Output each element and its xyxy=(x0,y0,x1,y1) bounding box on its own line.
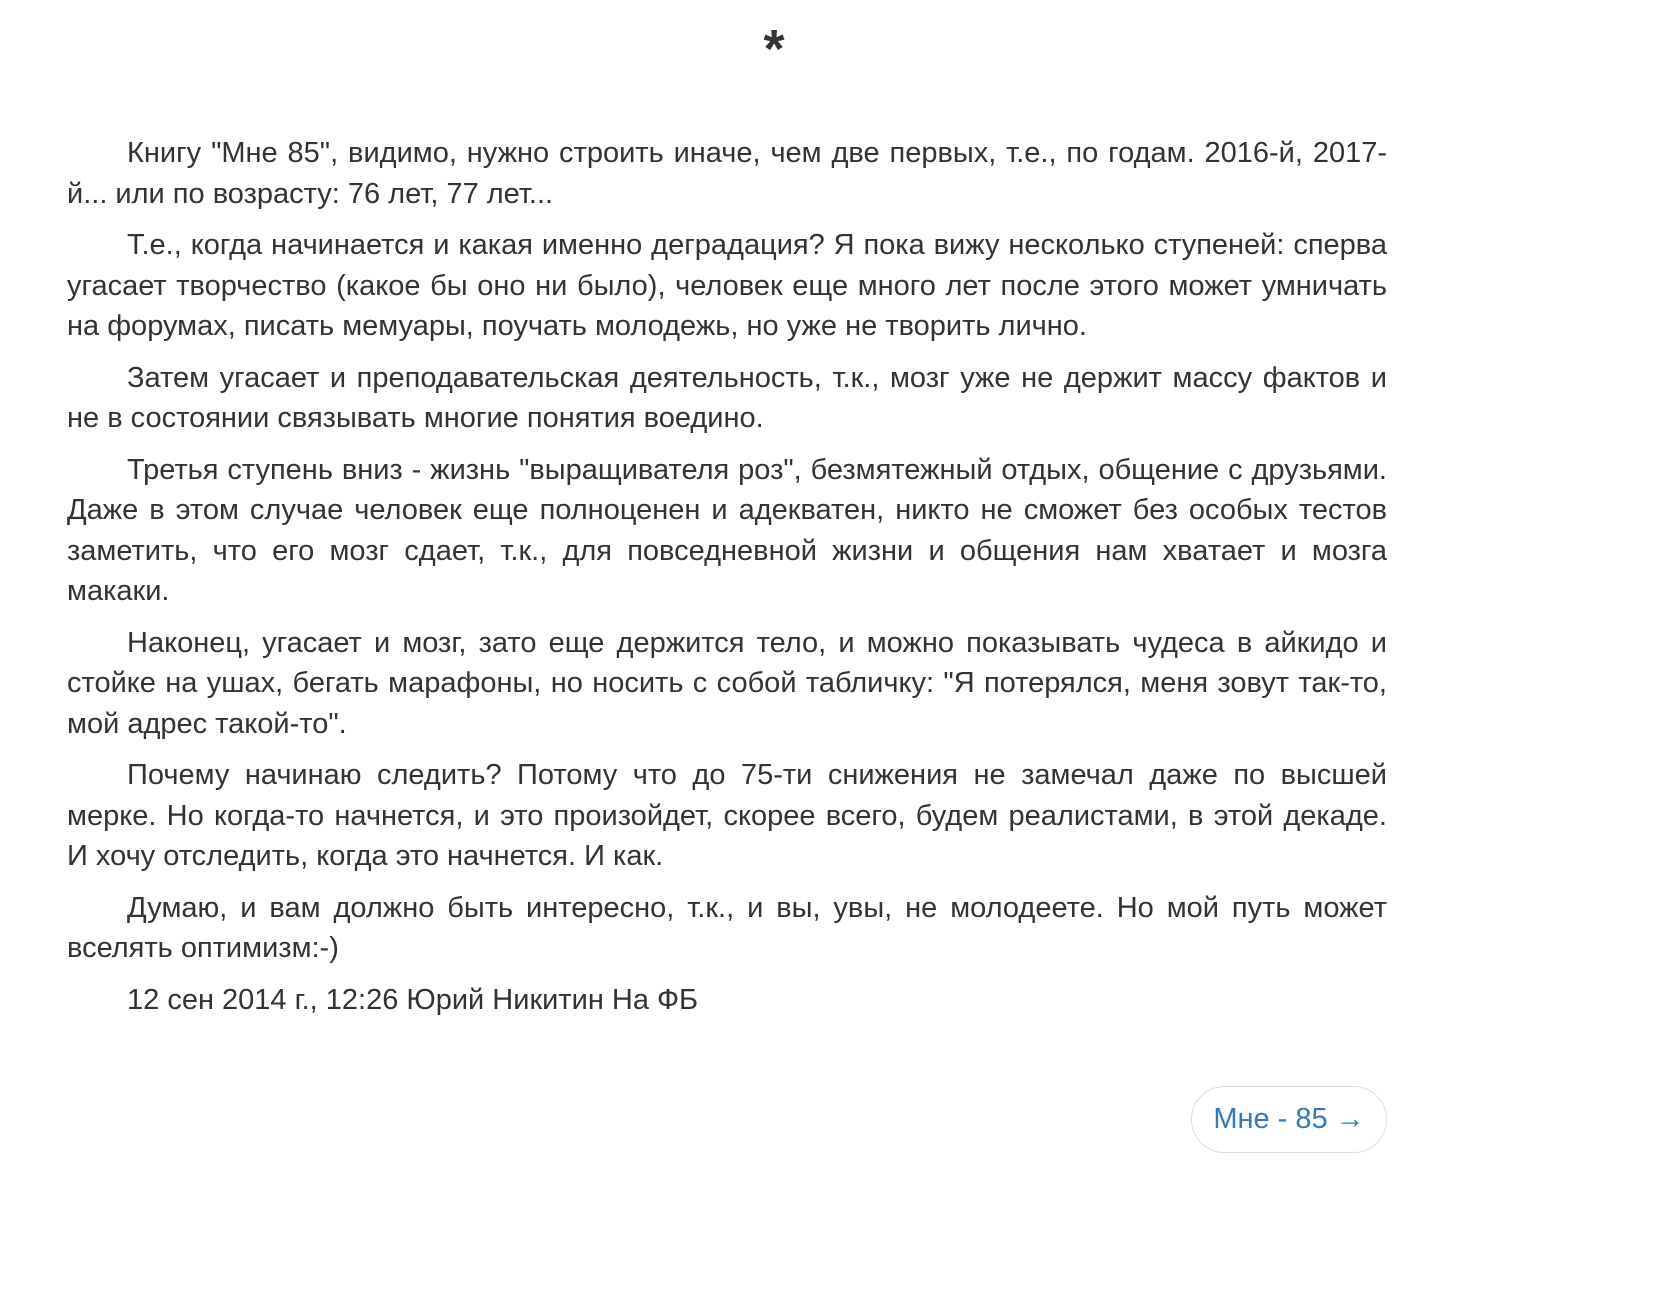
paragraph: Затем угасает и преподавательская деятельность, т.к., мозг уже не держит массу фактов и не в состоянии связывать многие понятия воедино. xyxy=(67,361,1387,434)
paragraph: Книгу "Мне 85", видимо, нужно строить иначе, чем две первых, т.е., по годам. 2016-й, 2017-й... или по возрасту: 76 лет, 77 лет... xyxy=(67,137,1387,210)
paragraph: Третья ступень вниз - жизнь "выращивателя роз", безмятежный отдых, общение с друзьями. Даже в этом случае человек еще полноценен и адекватен, никто не сможет без особых тестов заметить, что его мозг сдает, т.к., для повседневной жизни и общения нам хватает и мозга макаки. xyxy=(67,453,1387,607)
post-signature: 12 сен 2014 г., 12:26 Юрий Никитин На ФБ xyxy=(127,983,699,1016)
paragraph: Т.е., когда начинается и какая именно деградация? Я пока вижу несколько ступеней: сперва угасает творчество (какое бы оно ни было), человек еще много лет после этого может умничать на форумах, писать мемуары, поучать молодежь, но уже не творить лично. xyxy=(67,229,1387,342)
arrow-right-icon: → xyxy=(1335,1103,1365,1135)
paragraph: Наконец, угасает и мозг, зато еще держится тело, и можно показывать чудеса в айкидо и стойке на ушах, бегать марафоны, но носить с собой табличку: "Я потерялся, меня зовут так-то, мой адрес такой-то". xyxy=(67,626,1387,740)
next-page-button[interactable] xyxy=(1191,1086,1387,1153)
article-body xyxy=(67,133,1387,1031)
paragraph: Думаю, и вам должно быть интересно, т.к., и вы, увы, не молодеете. Но мой путь может вселять оптимизм:-) xyxy=(67,891,1387,964)
paragraph: Почему начинаю следить? Потому что до 75-ти снижения не замечал даже по высшей мерке. Но когда-то начнется, и это произойдет, скорее всего, будем реалистами, в этой декаде. И хочу отследить, когда это начнется. И как. xyxy=(67,759,1387,872)
next-page-label: Мне - 85 xyxy=(1213,1103,1328,1135)
section-separator: * xyxy=(763,19,785,79)
